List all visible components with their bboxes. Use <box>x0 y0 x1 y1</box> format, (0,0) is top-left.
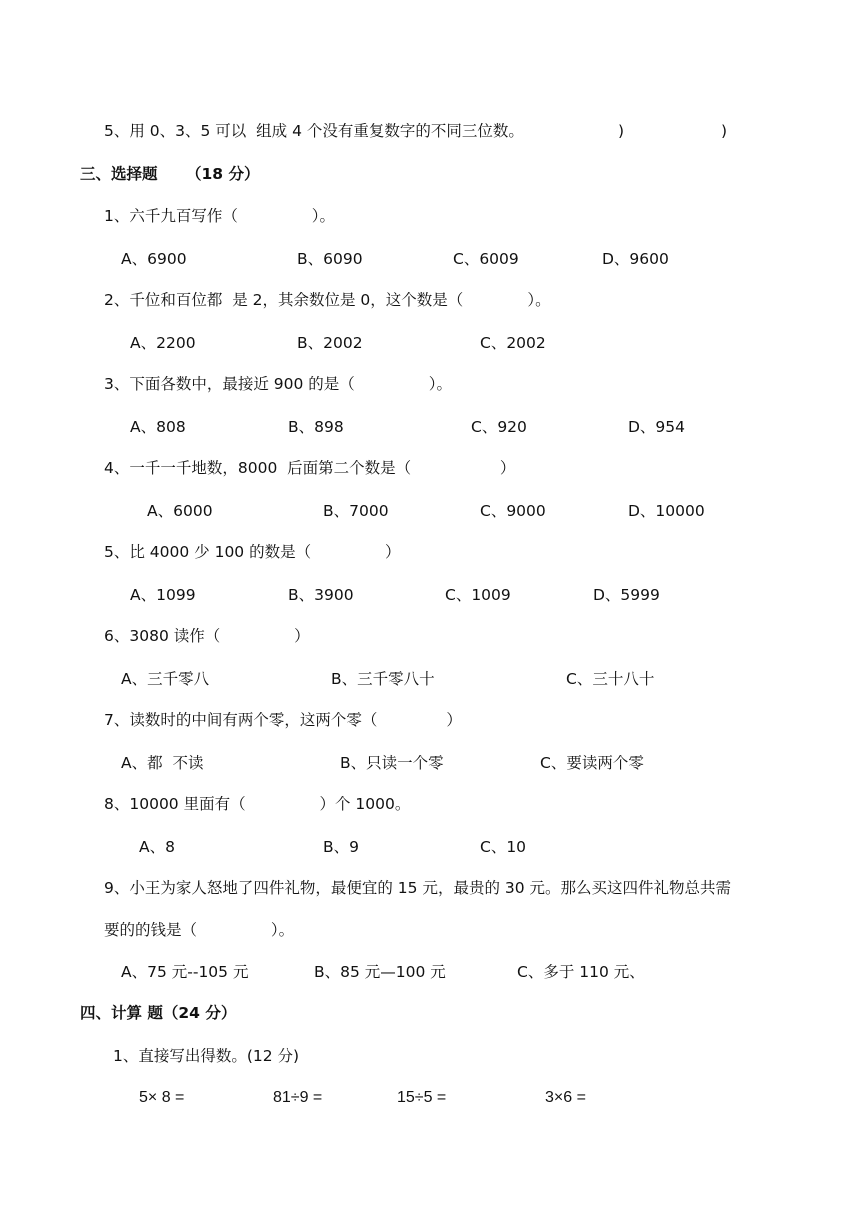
answer-paren-right: ) <box>721 122 728 140</box>
option-b: B、898 <box>288 418 344 436</box>
option-d: D、954 <box>628 418 686 436</box>
calc-item: 81÷9 = <box>273 1089 323 1106</box>
option-d: D、5999 <box>593 586 660 604</box>
option-c: C、1009 <box>445 586 511 604</box>
question-stem: 4、一千一千地数，8000 后面第二个数是（ ） <box>104 459 516 477</box>
option-c: C、三十八十 <box>566 670 655 688</box>
question-stem: 9、小王为家人怒地了四件礼物，最便宜的 15 元，最贵的 30 元。那么买这四件礼物总共需 <box>104 879 732 897</box>
option-a: A、75 元--105 元 <box>121 963 249 981</box>
option-c: C、9000 <box>480 502 546 520</box>
option-c: C、920 <box>471 418 527 436</box>
option-b: B、只读一个零 <box>340 754 444 772</box>
option-a: A、都 不读 <box>121 754 204 772</box>
option-a: A、6000 <box>147 502 213 520</box>
question-stem: 8、10000 里面有（ ）个 1000。 <box>104 795 411 813</box>
option-a: A、三千零八 <box>121 670 210 688</box>
calc-item: 5× 8 = <box>139 1089 185 1106</box>
option-d: D、10000 <box>628 502 705 520</box>
option-b: B、3900 <box>288 586 354 604</box>
section-3-title: 三、选择题 <box>80 165 158 183</box>
option-b: B、2002 <box>297 334 363 352</box>
section-3-score: （18 分） <box>186 165 260 183</box>
question-stem: 5、比 4000 少 100 的数是（ ） <box>104 543 401 561</box>
option-b: B、7000 <box>323 502 389 520</box>
question-stem: 1、六千九百写作（ ）。 <box>104 207 336 225</box>
question-stem: 2、千位和百位都 是 2，其余数位是 0，这个数是（ ）。 <box>104 291 551 309</box>
option-b: B、9 <box>323 838 359 856</box>
option-a: A、6900 <box>121 250 187 268</box>
section-4-title: 四、计算 题（24 分） <box>80 1004 237 1022</box>
option-b: B、6090 <box>297 250 363 268</box>
calc-item: 3×6 = <box>545 1089 586 1106</box>
option-c: C、2002 <box>480 334 546 352</box>
subquestion-1: 1、直接写出得数。(12 分) <box>113 1047 300 1065</box>
option-c: C、10 <box>480 838 527 856</box>
option-a: A、2200 <box>130 334 196 352</box>
question-stem: 6、3080 读作（ ） <box>104 627 310 645</box>
option-c: C、多于 110 元、 <box>517 963 645 981</box>
option-b: B、85 元—100 元 <box>314 963 446 981</box>
option-d: D、9600 <box>602 250 669 268</box>
option-a: A、1099 <box>130 586 196 604</box>
question-stem: 7、读数时的中间有两个零，这两个零（ ） <box>104 711 462 729</box>
option-c: C、6009 <box>453 250 519 268</box>
question-5-three-digit: 5、用 0、3、5 可以 组成 4 个没有重复数字的不同三位数。 <box>104 122 524 140</box>
question-stem-continued: 要的的钱是（ ）。 <box>104 921 295 939</box>
option-a: A、808 <box>130 418 186 436</box>
option-c: C、要读两个零 <box>540 754 644 772</box>
answer-paren-left: ) <box>618 122 625 140</box>
option-b: B、三千零八十 <box>331 670 435 688</box>
question-stem: 3、下面各数中，最接近 900 的是（ ）。 <box>104 375 452 393</box>
calc-item: 15÷5 = <box>397 1089 447 1106</box>
option-a: A、8 <box>139 838 175 856</box>
